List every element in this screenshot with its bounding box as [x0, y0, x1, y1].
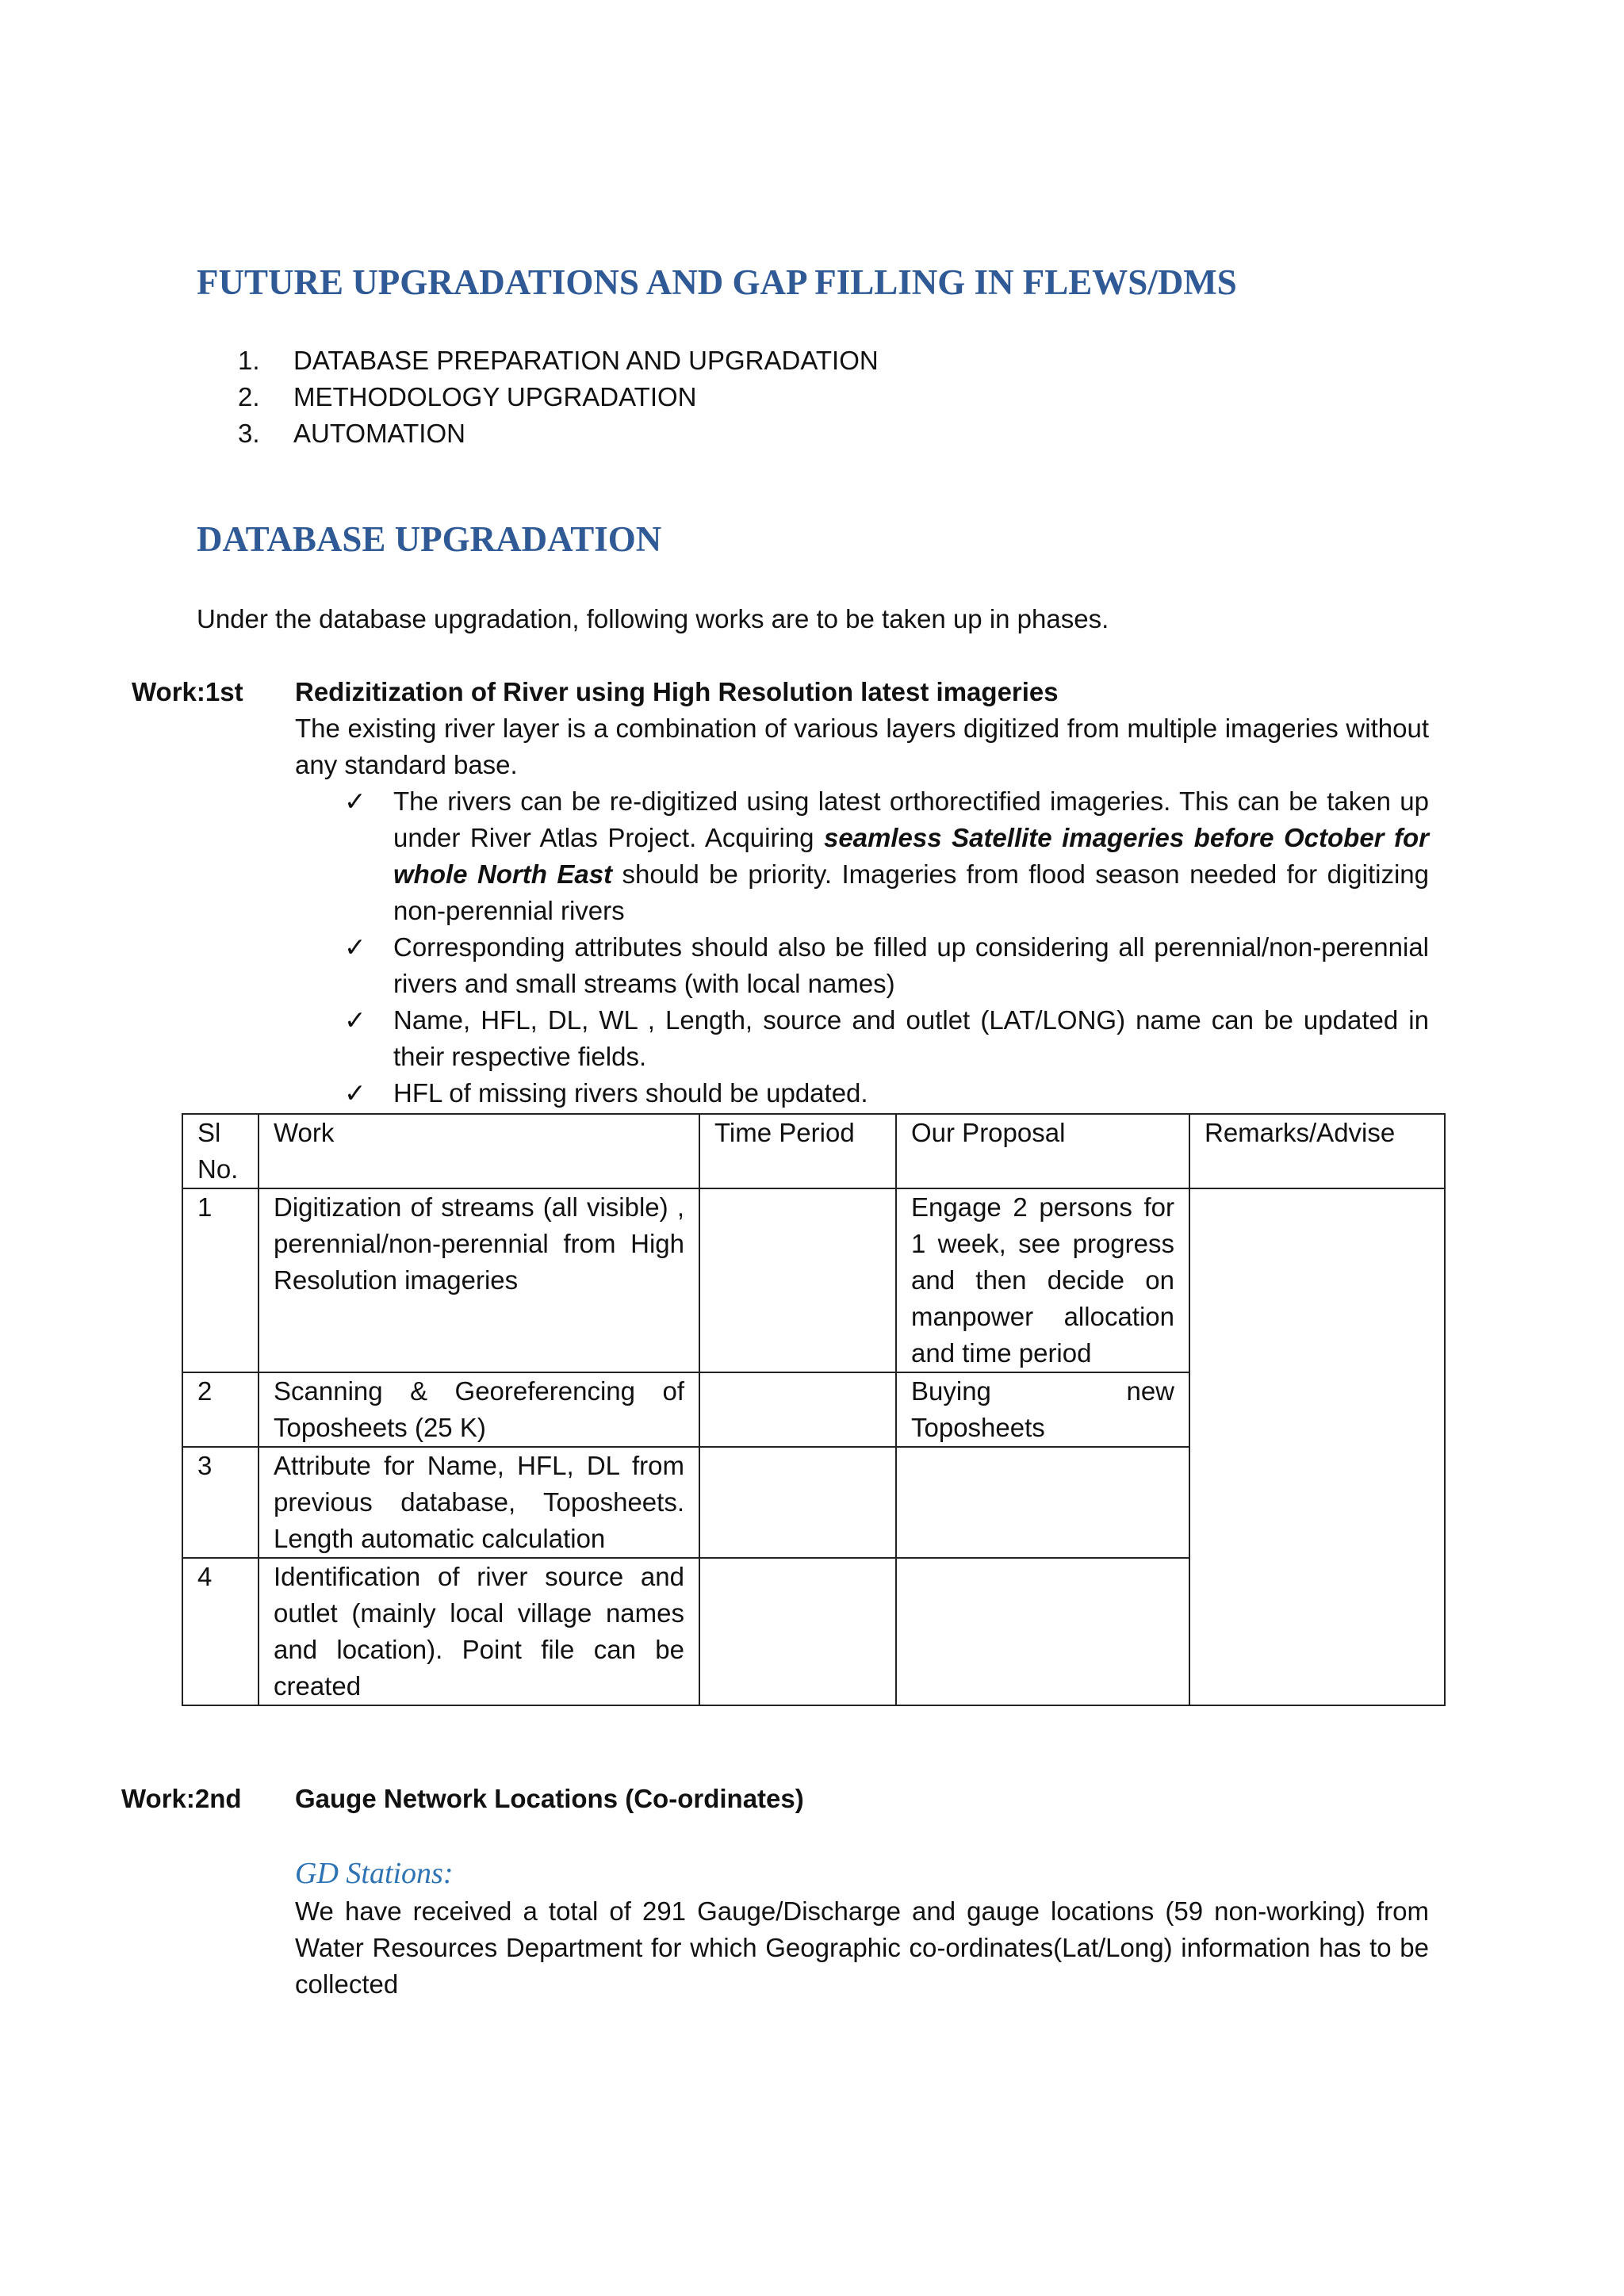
list-number: 1.	[238, 346, 260, 375]
intro-paragraph: Under the database upgradation, following works are to be taken up in phases.	[197, 604, 1109, 633]
header-work: Work	[259, 1114, 699, 1188]
bullet-text: The rivers can be re-digitized using latest orthorectified imageries. This can be taken up under River Atlas Project. Acquiring	[393, 786, 1429, 852]
bullet-text: HFL of missing rivers should be updated.	[393, 1078, 868, 1108]
list-label: AUTOMATION	[293, 419, 465, 448]
cell-work: Identification of river source and outlet (mainly local village names and location). Point file can be created	[259, 1558, 699, 1705]
cell-time	[699, 1372, 896, 1447]
list-number: 2.	[238, 382, 260, 411]
cell-sl: 3	[182, 1447, 259, 1558]
cell-work: Attribute for Name, HFL, DL from previous database, Toposheets. Length automatic calculation	[259, 1447, 699, 1558]
checkmark-icon: ✓	[344, 932, 366, 962]
header-our-proposal: Our Proposal	[896, 1114, 1189, 1188]
cell-sl: 2	[182, 1372, 259, 1447]
gd-stations-paragraph: We have received a total of 291 Gauge/Discharge and gauge locations (59 non-working) from Water Resources Department for which Geographic co-ordinates(Lat/Long) information has to be collected	[295, 1896, 1429, 1999]
bullet-text: Corresponding attributes should also be filled up considering all perennial/non-perennial rivers and small streams (with local names)	[393, 932, 1429, 998]
cell-sl: 1	[182, 1188, 259, 1372]
gd-stations-heading: GD Stations:	[295, 1857, 454, 1890]
cell-time	[699, 1447, 896, 1558]
work1-description: The existing river layer is a combination of various layers digitized from multiple imageries without any standard base.	[295, 714, 1429, 779]
work1-label: Work:1st	[132, 677, 243, 706]
upgradation-list	[238, 342, 879, 452]
checklist-item	[295, 1075, 1429, 1112]
list-item	[238, 379, 879, 415]
checkmark-icon: ✓	[344, 786, 366, 816]
cell-time	[699, 1188, 896, 1372]
cell-proposal	[896, 1558, 1189, 1705]
list-number: 3.	[238, 419, 260, 448]
header-sl: Sl No.	[182, 1114, 259, 1188]
work2-title: Gauge Network Locations (Co-ordinates)	[295, 1784, 804, 1813]
table-header-row	[182, 1114, 1445, 1188]
cell-remarks	[1189, 1188, 1445, 1705]
cell-work: Digitization of streams (all visible) , perennial/non-perennial from High Resolution imageries	[259, 1188, 699, 1372]
header-remarks: Remarks/Advise	[1189, 1114, 1445, 1188]
bullet-emphasis: seamless Satellite imageries before October for whole North East	[393, 823, 1429, 889]
checkmark-icon: ✓	[344, 1078, 366, 1108]
cell-proposal: Engage 2 persons for 1 week, see progress and then decide on manpower allocation and time period	[896, 1188, 1189, 1372]
cell-time	[699, 1558, 896, 1705]
list-item	[238, 342, 879, 379]
work1-title: Redizitization of River using High Resolution latest imageries	[295, 677, 1059, 706]
cell-proposal	[896, 1447, 1189, 1558]
list-item	[238, 415, 879, 452]
checkmark-icon: ✓	[344, 1005, 366, 1035]
header-time-period: Time Period	[699, 1114, 896, 1188]
work1-checklist	[295, 783, 1429, 1112]
bullet-text: should be priority. Imageries from flood season needed for digitizing non-perennial rivers	[393, 859, 1429, 925]
checklist-item	[295, 929, 1429, 1002]
main-heading: FUTURE UPGRADATIONS AND GAP FILLING IN FLEWS/DMS	[197, 262, 1237, 302]
work2-label: Work:2nd	[121, 1784, 242, 1813]
checklist-item	[295, 1002, 1429, 1075]
bullet-text: Name, HFL, DL, WL , Length, source and outlet (LAT/LONG) name can be updated in their respective fields.	[393, 1005, 1429, 1071]
list-label: DATABASE PREPARATION AND UPGRADATION	[293, 346, 879, 375]
cell-proposal: Buying new Toposheets	[896, 1372, 1189, 1447]
list-label: METHODOLOGY UPGRADATION	[293, 382, 697, 411]
database-upgradation-heading: DATABASE UPGRADATION	[197, 519, 662, 559]
table-row	[182, 1188, 1445, 1372]
work-table	[182, 1113, 1446, 1706]
checklist-item	[295, 783, 1429, 929]
cell-work: Scanning & Georeferencing of Toposheets (25 K)	[259, 1372, 699, 1447]
cell-sl: 4	[182, 1558, 259, 1705]
